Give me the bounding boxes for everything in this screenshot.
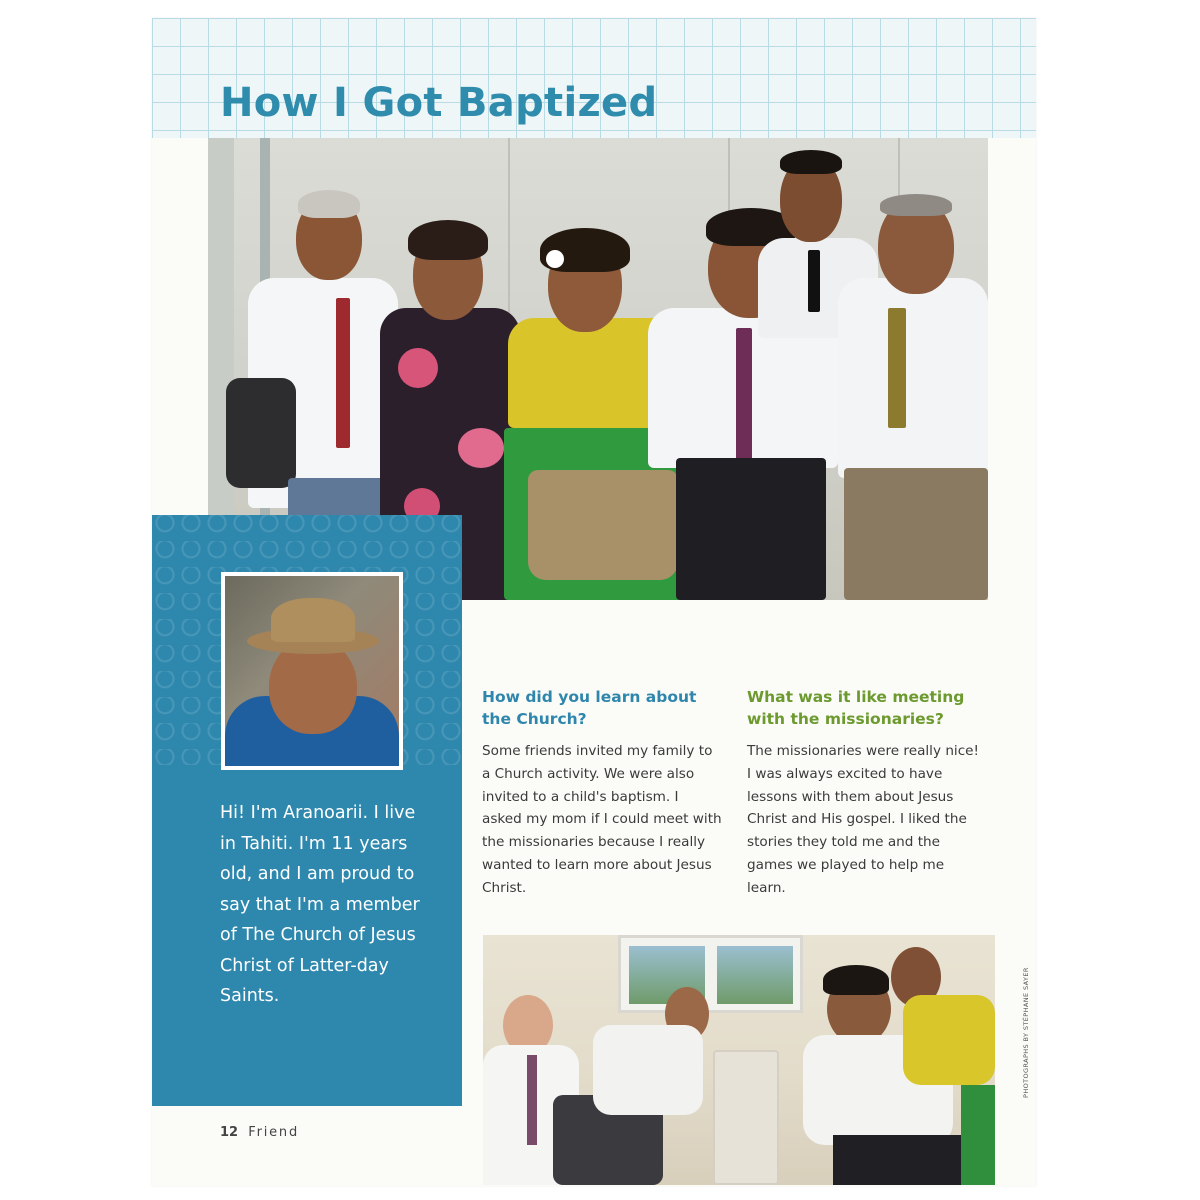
qa-section-church	[482, 686, 722, 900]
section-heading: How did you learn about the Church?	[482, 688, 697, 728]
qa-section-missionaries	[747, 686, 987, 900]
section-body: Some friends invited my family to a Church activity. We were also invited to a child's baptism. I asked my mom if I could meet with the missionaries because I really wanted to learn more about Jesus Christ.	[482, 743, 722, 896]
page-number: 12	[220, 1125, 239, 1140]
photo-credit: PHOTOGRAPHS BY STÉPHANE SAYER	[1022, 967, 1030, 1098]
portrait-image	[225, 576, 399, 766]
intro-text: Hi! I'm Aranoarii. I live in Tahiti. I'm 11 years old, and I am proud to say that I'm a member of The Church of Jesus Christ of Latter-day Saints.	[220, 803, 420, 1006]
page-footer	[220, 1125, 299, 1140]
portrait-photo	[221, 572, 403, 770]
missionary-lesson-photo	[483, 935, 995, 1185]
section-heading: What was it like meeting with the missionaries?	[747, 688, 965, 728]
window	[618, 935, 803, 1013]
section-body: The missionaries were really nice! I was always excited to have lessons with them about Jesus Christ and His gospel. I liked the stories they told me and the games we played to help me learn.	[747, 743, 979, 896]
magazine-page	[152, 18, 1036, 1186]
intro-sidebar	[152, 515, 462, 1106]
page-title: How I Got Baptized	[220, 80, 658, 126]
article-body	[462, 600, 1036, 940]
magazine-name: Friend	[248, 1125, 300, 1140]
